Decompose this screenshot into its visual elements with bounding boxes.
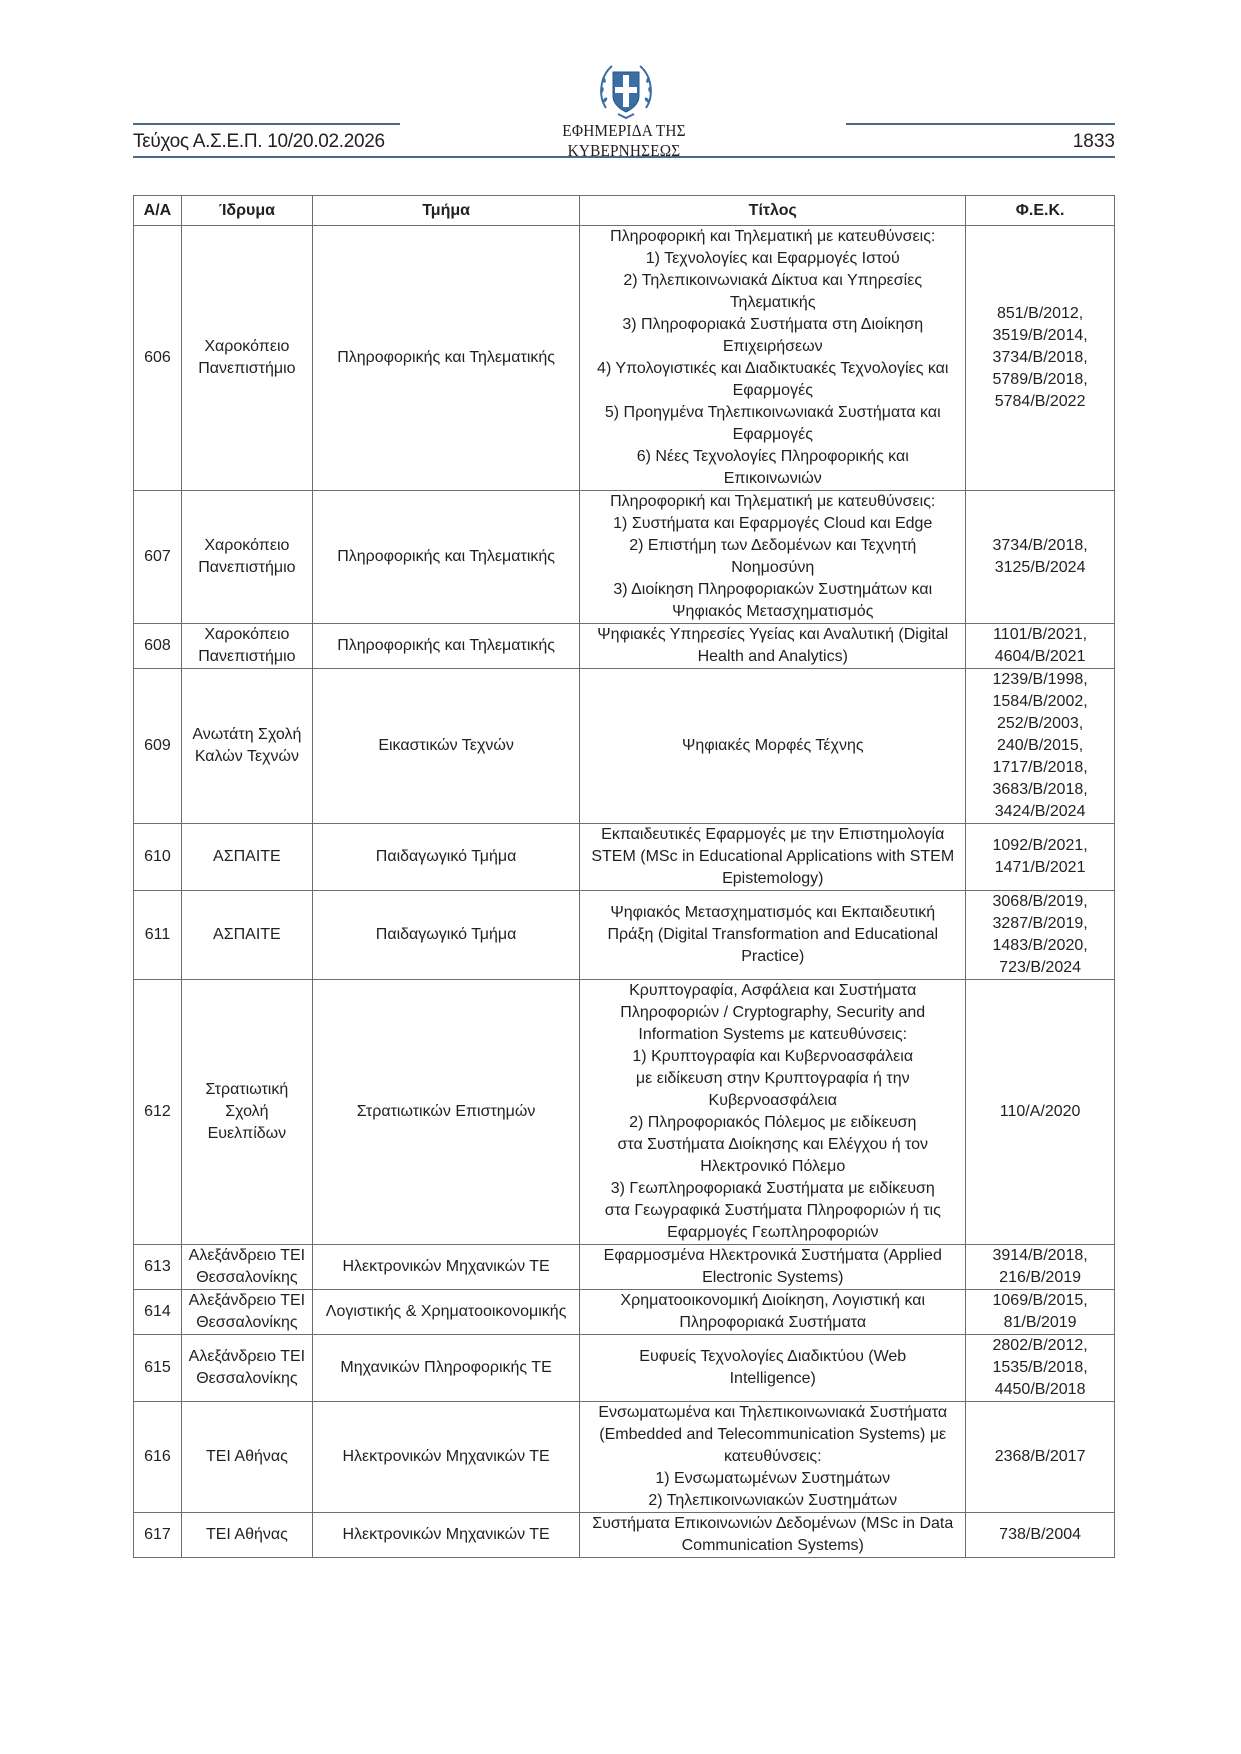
cell-institution — [181, 980, 312, 1245]
cell-title — [580, 824, 966, 891]
cell-institution — [181, 491, 312, 624]
cell-institution — [181, 1402, 312, 1513]
cell-title-line: Χρηματοοικονομική Διοίκηση, Λογιστική και — [620, 1292, 926, 1309]
cell-aa: 617 — [134, 1513, 182, 1558]
cell-title-line: 2) Τηλεπικοινωνιακών Συστημάτων — [648, 1492, 898, 1509]
cell-fek-line: 2368/Β/2017 — [994, 1448, 1086, 1465]
cell-title-line: 5) Προηγμένα Τηλεπικοινωνιακά Συστήματα και — [604, 404, 941, 421]
cell-fek-line: 1069/Β/2015, — [992, 1292, 1088, 1309]
cell-title — [580, 1402, 966, 1513]
cell-fek-line: 3287/Β/2019, — [992, 915, 1088, 932]
cell-aa: 611 — [134, 891, 182, 980]
cell-fek — [966, 824, 1115, 891]
cell-title — [580, 980, 966, 1245]
cell-fek-line: 1092/Β/2021, — [992, 837, 1088, 854]
cell-department: Πληροφορικής και Τηλεματικής — [312, 226, 579, 491]
cell-fek-line: 3424/Β/2024 — [994, 803, 1086, 820]
cell-aa: 616 — [134, 1402, 182, 1513]
cell-fek-line: 3914/Β/2018, — [992, 1247, 1088, 1264]
cell-institution-line: Θεσσαλονίκης — [196, 1370, 298, 1387]
cell-institution-line: ΤΕΙ Αθήνας — [205, 1526, 288, 1543]
cell-department: Παιδαγωγικό Τμήμα — [312, 891, 579, 980]
cell-institution — [181, 891, 312, 980]
greek-coat-of-arms-icon — [596, 60, 656, 120]
cell-institution-line: Αλεξάνδρειο ΤΕΙ — [188, 1247, 306, 1264]
cell-title — [580, 1245, 966, 1290]
table-row — [134, 1245, 1115, 1290]
cell-fek-line: 3068/Β/2019, — [992, 893, 1088, 910]
cell-title-line: 2) Τηλεπικοινωνιακά Δίκτυα και Υπηρεσίες — [623, 272, 923, 289]
cell-fek-line: 240/Β/2015, — [996, 737, 1084, 754]
cell-fek-line: 3683/Β/2018, — [992, 781, 1088, 798]
cell-institution — [181, 824, 312, 891]
cell-title-line: Information Systems με κατευθύνσεις: — [638, 1026, 908, 1043]
cell-title-line: Τηλεματικής — [729, 294, 816, 311]
cell-title-line: STEM (MSc in Educational Applications with STEM — [591, 848, 955, 865]
cell-title-line: Κυβερνοασφάλεια — [708, 1092, 837, 1109]
cell-title-line: Εκπαιδευτικές Εφαρμογές με την Επιστημολογία — [601, 826, 945, 843]
cell-institution-line: Θεσσαλονίκης — [196, 1269, 298, 1286]
cell-department: Μηχανικών Πληροφορικής ΤΕ — [312, 1335, 579, 1402]
cell-title-line: 1) Τεχνολογίες και Εφαρμογές Ιστού — [645, 250, 900, 267]
cell-title-line: Ψηφιακός Μετασχηματισμός και Εκπαιδευτική — [610, 904, 936, 921]
cell-title-line: 3) Γεωπληροφοριακά Συστήματα με ειδίκευση — [610, 1180, 935, 1197]
cell-title-line: 1) Κρυπτογραφία και Κυβερνοασφάλεια — [632, 1048, 914, 1065]
cell-title-line: Επικοινωνιών — [723, 470, 822, 487]
cell-title-line: Ενσωματωμένα και Τηλεπικοινωνιακά Συστήματα — [598, 1404, 948, 1421]
cell-title-line: 2) Επιστήμη των Δεδομένων και Τεχνητή — [629, 537, 917, 554]
cell-department: Ηλεκτρονικών Μηχανικών ΤΕ — [312, 1245, 579, 1290]
cell-aa: 613 — [134, 1245, 182, 1290]
cell-fek-line: 110/Α/2020 — [999, 1103, 1081, 1120]
cell-department: Εικαστικών Τεχνών — [312, 669, 579, 824]
cell-title-line: 3) Πληροφοριακά Συστήματα στη Διοίκηση — [622, 316, 924, 333]
column-header-fek: Φ.Ε.Κ. — [966, 196, 1115, 226]
cell-department: Στρατιωτικών Επιστημών — [312, 980, 579, 1245]
cell-institution — [181, 1513, 312, 1558]
cell-fek-line: 5789/Β/2018, — [992, 371, 1088, 388]
cell-title-line: Epistemology) — [722, 870, 824, 887]
cell-aa: 615 — [134, 1335, 182, 1402]
cell-title-line: Συστήματα Επικοινωνιών Δεδομένων (MSc in Data — [592, 1515, 954, 1532]
cell-title — [580, 1335, 966, 1402]
cell-fek-line: 216/Β/2019 — [999, 1269, 1082, 1286]
cell-department: Ηλεκτρονικών Μηχανικών ΤΕ — [312, 1513, 579, 1558]
table-row — [134, 226, 1115, 491]
cell-fek — [966, 1290, 1115, 1335]
cell-fek — [966, 1245, 1115, 1290]
cell-fek — [966, 226, 1115, 491]
cell-aa: 614 — [134, 1290, 182, 1335]
cell-title-line: στα Συστήματα Διοίκησης και Ελέγχου ή τον — [617, 1136, 929, 1153]
cell-title-line: κατευθύνσεις: — [723, 1448, 822, 1465]
cell-fek — [966, 1402, 1115, 1513]
cell-title-line: (Embedded and Telecommunication Systems) με — [599, 1426, 947, 1443]
cell-institution-line: ΤΕΙ Αθήνας — [205, 1448, 288, 1465]
cell-title-line: Εφαρμογές — [732, 382, 813, 399]
cell-title — [580, 226, 966, 491]
cell-institution-line: Ευελπίδων — [207, 1125, 287, 1142]
cell-institution — [181, 669, 312, 824]
column-header-title: Τίτλος — [580, 196, 966, 226]
cell-aa: 609 — [134, 669, 182, 824]
cell-title-line: Ηλεκτρονικό Πόλεμο — [700, 1158, 846, 1175]
cell-institution-line: ΑΣΠΑΙΤΕ — [213, 848, 281, 865]
cell-title-line: Πληροφοριακά Συστήματα — [679, 1314, 867, 1331]
table-row — [134, 891, 1115, 980]
cell-institution-line: Στρατιωτική — [205, 1081, 289, 1098]
cell-fek — [966, 669, 1115, 824]
table-row — [134, 1513, 1115, 1558]
cell-aa: 610 — [134, 824, 182, 891]
cell-title-line: Εφαρμογές Γεωπληροφοριών — [667, 1224, 879, 1241]
cell-title — [580, 1513, 966, 1558]
cell-institution-line: ΑΣΠΑΙΤΕ — [213, 926, 281, 943]
table-row — [134, 824, 1115, 891]
header-rule-left — [133, 123, 400, 125]
cell-title-line: Κρυπτογραφία, Ασφάλεια και Συστήματα — [629, 982, 917, 999]
cell-department: Παιδαγωγικό Τμήμα — [312, 824, 579, 891]
cell-fek-line: 252/Β/2003, — [996, 715, 1084, 732]
cell-title-line: 1) Συστήματα και Εφαρμογές Cloud και Edge — [613, 515, 933, 532]
cell-fek-line: 1239/Β/1998, — [992, 671, 1088, 688]
page-number: 1833 — [1072, 131, 1115, 152]
cell-title-line: Εφαρμοσμένα Ηλεκτρονικά Συστήματα (Applied — [603, 1247, 942, 1264]
gazette-title: ΕΦΗΜΕΡΙΔΑ ΤΗΣ ΚΥΒΕΡΝΗΣΕΩΣ — [562, 121, 686, 160]
page-header — [133, 0, 1115, 160]
cell-institution-line: Ανωτάτη Σχολή — [192, 726, 302, 743]
cell-fek — [966, 1513, 1115, 1558]
table-row — [134, 491, 1115, 624]
cell-title-line: Πληροφοριών / Cryptography, Security and — [620, 1004, 926, 1021]
cell-fek — [966, 491, 1115, 624]
cell-title-line: στα Γεωγραφικά Συστήματα Πληροφοριών ή τις — [604, 1202, 941, 1219]
cell-fek-line: 1535/Β/2018, — [992, 1359, 1088, 1376]
cell-fek-line: 1584/Β/2002, — [992, 693, 1088, 710]
cell-title-line: Ευφυείς Τεχνολογίες Διαδικτύου (Web — [639, 1348, 907, 1365]
cell-department: Πληροφορικής και Τηλεματικής — [312, 491, 579, 624]
cell-institution — [181, 624, 312, 669]
cell-title-line: Health and Analytics) — [697, 648, 848, 665]
column-header-institution: Ίδρυμα — [181, 196, 312, 226]
cell-institution-line: Σχολή — [225, 1103, 269, 1120]
cell-fek-line: 5784/Β/2022 — [994, 393, 1086, 410]
cell-fek-line: 1101/Β/2021, — [993, 626, 1088, 643]
cell-fek-line: 1717/Β/2018, — [992, 759, 1088, 776]
cell-title-line: Practice) — [741, 948, 805, 965]
cell-title-line: Εφαρμογές — [732, 426, 813, 443]
cell-fek-line: 851/Β/2012, — [996, 305, 1084, 322]
cell-fek — [966, 980, 1115, 1245]
cell-title-line: 2) Πληροφοριακός Πόλεμος με ειδίκευση — [629, 1114, 917, 1131]
cell-title-line: Communication Systems) — [681, 1537, 864, 1554]
cell-department: Λογιστικής & Χρηματοοικονομικής — [312, 1290, 579, 1335]
cell-title-line: 3) Διοίκηση Πληροφοριακών Συστημάτων και — [613, 581, 933, 598]
cell-institution-line: Χαροκόπειο — [204, 338, 290, 355]
cell-title-line: Electronic Systems) — [702, 1269, 844, 1286]
cell-title-line: 6) Νέες Τεχνολογίες Πληροφορικής και — [636, 448, 909, 465]
cell-title-line: με ειδίκευση στην Κρυπτογραφία ή την — [635, 1070, 910, 1087]
cell-title-line: Ψηφιακές Υπηρεσίες Υγείας και Αναλυτική (Digital — [597, 626, 949, 643]
cell-title — [580, 1290, 966, 1335]
cell-fek-line: 3734/Β/2018, — [992, 349, 1088, 366]
cell-department: Πληροφορικής και Τηλεματικής — [312, 624, 579, 669]
cell-title-line: Ψηφιακές Μορφές Τέχνης — [681, 737, 864, 754]
cell-fek — [966, 891, 1115, 980]
table-row — [134, 1335, 1115, 1402]
cell-fek-line: 3125/Β/2024 — [994, 559, 1086, 576]
cell-aa: 607 — [134, 491, 182, 624]
cell-fek-line: 3734/Β/2018, — [992, 537, 1088, 554]
table-header-row — [134, 196, 1115, 226]
cell-fek-line: 4450/Β/2018 — [994, 1381, 1086, 1398]
column-header-aa: Α/Α — [134, 196, 182, 226]
cell-institution — [181, 1245, 312, 1290]
cell-title — [580, 891, 966, 980]
cell-institution — [181, 226, 312, 491]
cell-title-line: Ψηφιακός Μετασχηματισμός — [672, 603, 874, 620]
table-body — [134, 226, 1115, 1558]
cell-title-line: Πληροφορική και Τηλεματική με κατευθύνσεις: — [610, 228, 936, 245]
cell-title-line: Νοημοσύνη — [731, 559, 815, 576]
cell-institution — [181, 1335, 312, 1402]
cell-aa: 612 — [134, 980, 182, 1245]
cell-title — [580, 624, 966, 669]
cell-title-line: Πληροφορική και Τηλεματική με κατευθύνσεις: — [610, 493, 936, 510]
cell-institution-line: Πανεπιστήμιο — [198, 559, 296, 576]
cell-institution — [181, 1290, 312, 1335]
cell-fek-line: 723/Β/2024 — [999, 959, 1082, 976]
cell-fek-line: 1483/Β/2020, — [992, 937, 1088, 954]
cell-institution-line: Αλεξάνδρειο ΤΕΙ — [188, 1348, 306, 1365]
header-rule-right — [846, 123, 1115, 125]
cell-institution-line: Αλεξάνδρειο ΤΕΙ — [188, 1292, 306, 1309]
cell-institution-line: Χαροκόπειο — [204, 537, 290, 554]
cell-title-line: 1) Ενσωματωμένων Συστημάτων — [655, 1470, 891, 1487]
cell-institution-line: Πανεπιστήμιο — [198, 360, 296, 377]
cell-fek-line: 1471/Β/2021 — [994, 859, 1086, 876]
cell-title-line: Επιχειρήσεων — [722, 338, 823, 355]
column-header-department: Τμήμα — [312, 196, 579, 226]
programs-table — [133, 195, 1115, 1558]
cell-institution-line: Θεσσαλονίκης — [196, 1314, 298, 1331]
cell-fek — [966, 1335, 1115, 1402]
cell-title — [580, 669, 966, 824]
table-row — [134, 1290, 1115, 1335]
cell-fek-line: 81/Β/2019 — [1003, 1314, 1077, 1331]
cell-title-line: Intelligence) — [729, 1370, 816, 1387]
cell-aa: 606 — [134, 226, 182, 491]
table-row — [134, 624, 1115, 669]
table-row — [134, 980, 1115, 1245]
cell-title-line: 4) Υπολογιστικές και Διαδικτυακές Τεχνολογίες και — [597, 360, 949, 377]
issue-label: Τεύχος Α.Σ.Ε.Π. 10/20.02.2026 — [133, 131, 385, 152]
cell-title — [580, 491, 966, 624]
cell-institution-line: Πανεπιστήμιο — [198, 648, 296, 665]
cell-fek-line: 4604/Β/2021 — [994, 648, 1086, 665]
table-row — [134, 1402, 1115, 1513]
cell-fek-line: 738/Β/2004 — [999, 1526, 1082, 1543]
table-row — [134, 669, 1115, 824]
cell-title-line: Πράξη (Digital Transformation and Educational — [607, 926, 939, 943]
cell-department: Ηλεκτρονικών Μηχανικών ΤΕ — [312, 1402, 579, 1513]
cell-institution-line: Χαροκόπειο — [204, 626, 290, 643]
cell-aa: 608 — [134, 624, 182, 669]
cell-institution-line: Καλών Τεχνών — [194, 748, 299, 765]
cell-fek — [966, 624, 1115, 669]
cell-fek-line: 3519/Β/2014, — [992, 327, 1088, 344]
cell-fek-line: 2802/Β/2012, — [992, 1337, 1088, 1354]
